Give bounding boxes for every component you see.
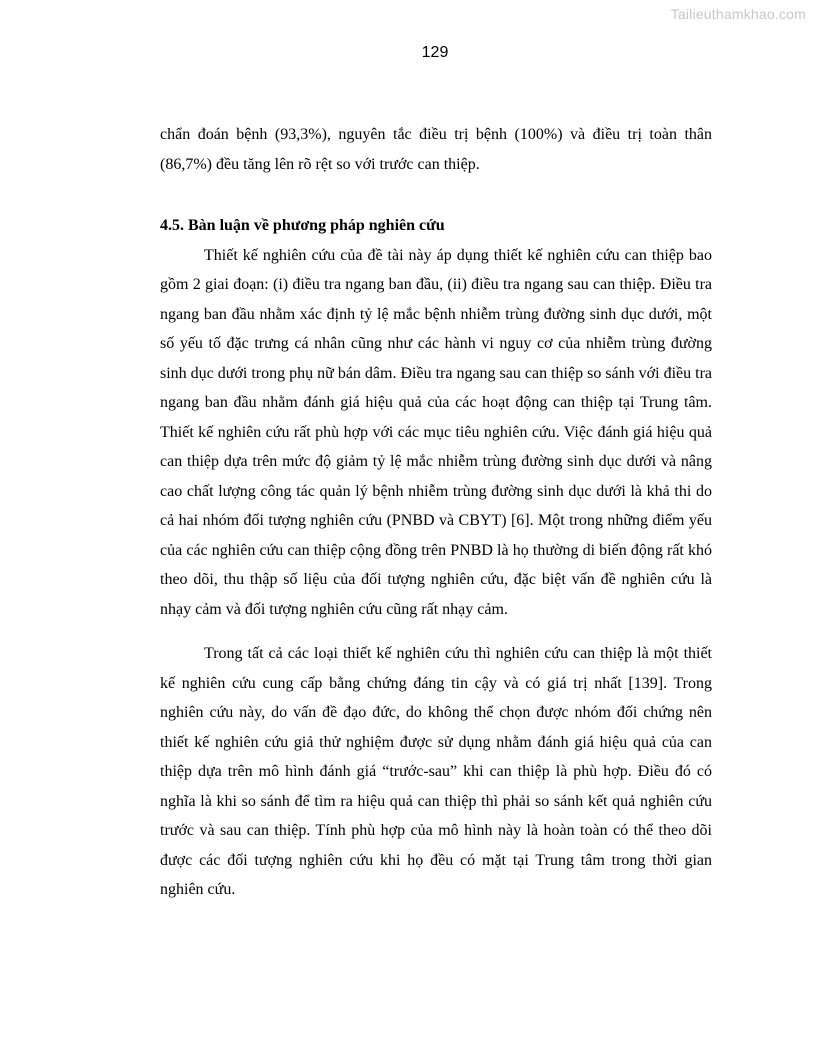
continuation-paragraph: chẩn đoán bệnh (93,3%), nguyên tắc điều trị bệnh (100%) và điều trị toàn thân (86,7%) đều tăng lên rõ rệt so với trước can thiệp. — [160, 126, 712, 173]
section-heading: 4.5. Bàn luận về phương pháp nghiên cứu — [160, 217, 445, 234]
document-body — [160, 120, 712, 920]
page-number: 129 — [421, 44, 449, 61]
watermark-text: Tailieuthamkhao.com — [670, 6, 806, 22]
body-paragraph-1: Thiết kế nghiên cứu của đề tài này áp dụng thiết kế nghiên cứu can thiệp bao gồm 2 giai đoạn: (i) điều tra ngang ban đầu, (ii) điều tra ngang sau can thiệp. Điều tra ngang ban đầu nhằm xác định tỷ lệ mắc bệnh nhiễm trùng đường sinh dục dưới, một số yếu tố đặc trưng cá nhân cũng như các hành vi nguy cơ của nhiễm trùng đường sinh dục dưới trong phụ nữ bán dâm. Điều tra ngang sau can thiệp so sánh với điều tra ngang ban đầu nhằm đánh giá hiệu quả của các hoạt động can thiệp tại Trung tâm. Thiết kế nghiên cứu rất phù hợp với các mục tiêu nghiên cứu. Việc đánh giá hiệu quả can thiệp dựa trên mức độ giảm tỷ lệ mắc nhiễm trùng đường sinh dục dưới và nâng cao chất lượng công tác quản lý bệnh nhiễm trùng đường sinh dục dưới là khả thi do cả hai nhóm đối tượng nghiên cứu (PNBD và CBYT) [6]. Một trong những điểm yếu của các nghiên cứu can thiệp cộng đồng trên PNBD là họ thường di biến động rất khó theo dõi, thu thập số liệu của đối tượng nghiên cứu, đặc biệt vấn đề nghiên cứu là nhạy cảm và đối tượng nghiên cứu cũng rất nhạy cảm. — [160, 246, 712, 618]
body-paragraph-2: Trong tất cả các loại thiết kế nghiên cứu thì nghiên cứu can thiệp là một thiết kế nghiên cứu cung cấp bằng chứng đáng tin cậy và có giá trị nhất [139]. Trong nghiên cứu này, do vấn đề đạo đức, do không thể chọn được nhóm đối chứng nên thiết kế nghiên cứu giả thử nghiệm được sử dụng nhằm đánh giá hiệu quả của can thiệp dựa trên mô hình đánh giá “trước-sau” khi can thiệp là phù hợp. Điều đó có nghĩa là khi so sánh để tìm ra hiệu quả can thiệp thì phải so sánh kết quả nghiên cứu trước và sau can thiệp. Tính phù hợp của mô hình này là hoàn toàn có thể theo dõi được các đối tượng nghiên cứu khi họ đều có mặt tại Trung tâm trong thời gian nghiên cứu. — [160, 645, 712, 898]
